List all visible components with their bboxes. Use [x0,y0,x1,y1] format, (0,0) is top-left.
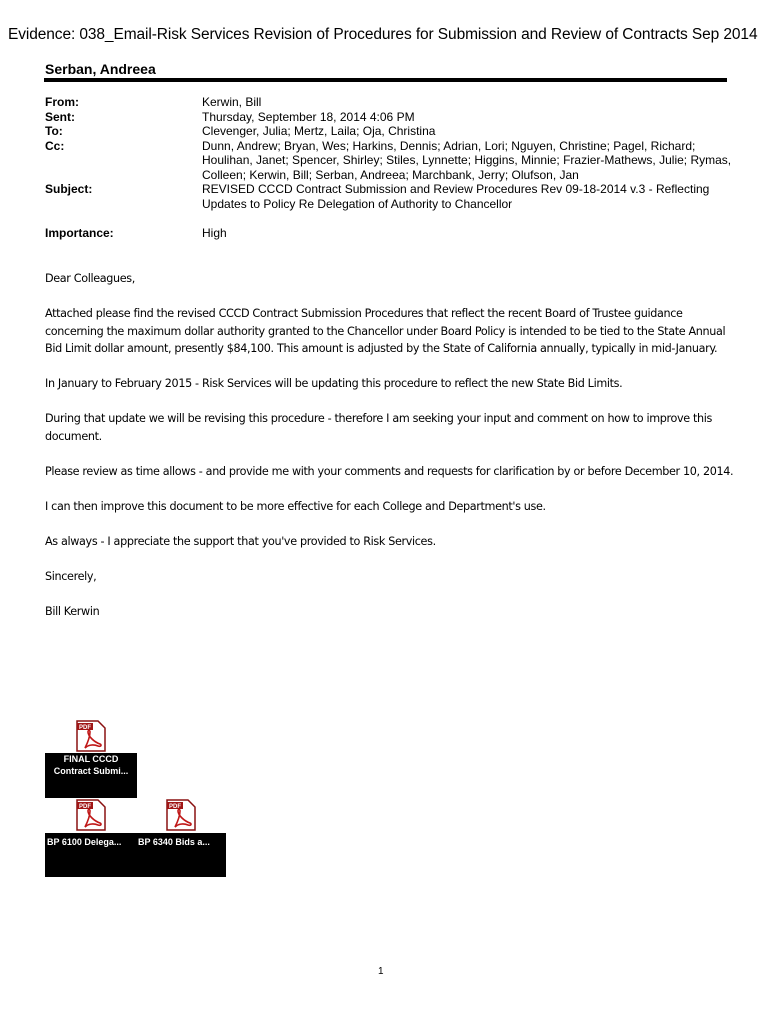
pdf-file-icon[interactable] [76,799,106,831]
attachment-bp6100[interactable]: BP 6100 Delega... [47,837,122,847]
subject-value: REVISED CCCD Contract Submission and Review Procedures Rev 09-18-2014 v.3 - Reflecting Updates to Policy Re Delegation of Authority to Chancellor [202,182,710,211]
attachment-contract-procedures[interactable]: FINAL CCCD Contract Submi... [45,753,137,798]
from-value: Kerwin, Bill [202,95,262,109]
body-paragraph: In January to February 2015 - Risk Services will be updating this procedure to reflect the new State Bid Limits. [45,377,623,390]
body-paragraph: As always - I appreciate the support that you've provided to Risk Services. [45,534,436,548]
pdf-file-icon[interactable] [76,720,106,752]
pdf-label: PDF [169,804,181,810]
pdf-file-icon[interactable] [166,799,196,831]
cc-value: Dunn, Andrew; Bryan, Wes; Harkins, Dennis; Adrian, Lori; Nguyen, Christine; Pagel, Richard; Houlihan, Janet; Spencer, Shirley; Stiles, Lynnette; Higgins, Minnie; Frazier-Mathews, Julie; Rymas, Colleen; Kerwin, Bill; Serban, Andreea; Marchbank, Jerry; Olufson, Jan [202,138,732,182]
closing: Sincerely, [45,569,97,583]
body-paragraph: Attached please find the revised CCCD Contract Submission Procedures that reflect the recent Board of Trustee guidance concerning the maximum dollar authority granted to the Chancellor under Board Policy is intended to be tied to the State Annual Bid Limit dollar amount, presently $84,100. This amount is adjusted by the State of California annually, typically in mid-January. [45,307,726,355]
to-label: To: [45,124,63,138]
document-banner: Evidence: 038_Email-Risk Services Revision of Procedures for Submission and Review of Contracts Sep 2014 [8,26,758,43]
sent-label: Sent: [45,109,75,124]
pdf-label: PDF [79,804,91,810]
attachment-bar [45,833,226,877]
mailbox-owner: Serban, Andreea [45,61,156,77]
subject-label: Subject: [45,182,93,196]
to-value: Clevenger, Julia; Mertz, Laila; Oja, Christina [202,124,436,138]
body-paragraph: I can then improve this document to be more effective for each College and Department's use. [45,499,546,513]
pdf-label: PDF [79,725,91,731]
cc-label: Cc: [45,138,65,153]
greeting: Dear Colleagues, [45,272,135,285]
page-number: 1 [378,966,384,977]
importance-value: High [202,226,227,240]
attachment-bp6340[interactable]: BP 6340 Bids a... [138,837,210,847]
importance-label: Importance: [45,226,114,240]
sent-value: Thursday, September 18, 2014 4:06 PM [202,109,415,124]
signature: Bill Kerwin [45,604,100,618]
header-divider [44,78,727,82]
email-body [45,270,735,638]
from-label: From: [45,95,79,109]
body-paragraph: During that update we will be revising this procedure - therefore I am seeking your input and comment on how to improve this document. [45,412,713,443]
body-paragraph: Please review as time allows - and provide me with your comments and requests for clarification by or before December 10, 2014. [45,464,734,478]
